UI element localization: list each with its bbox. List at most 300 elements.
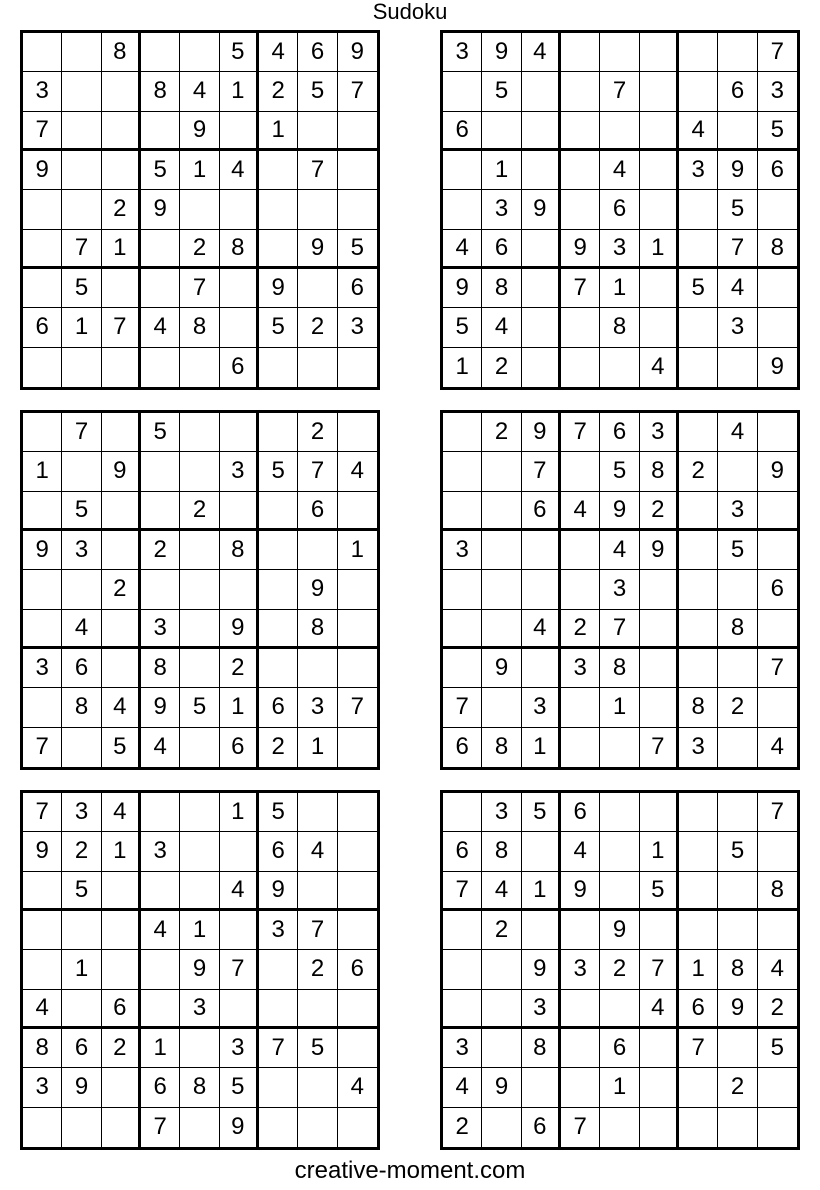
sudoku-cell: 3	[522, 990, 561, 1029]
sudoku-cell: 8	[180, 308, 219, 347]
sudoku-cell: 8	[640, 452, 679, 491]
sudoku-cell	[259, 492, 298, 531]
sudoku-cell: 6	[443, 112, 482, 151]
sudoku-cell: 9	[561, 230, 600, 269]
sudoku-cell	[561, 688, 600, 727]
sudoku-cell: 5	[141, 413, 180, 452]
sudoku-cell: 4	[770, 733, 784, 761]
sudoku-cell	[62, 1108, 101, 1147]
sudoku-cell: 2	[718, 688, 757, 727]
sudoku-cell	[679, 348, 718, 387]
sudoku-cell	[180, 872, 219, 911]
sudoku-cell	[62, 570, 101, 609]
sudoku-cell: 3	[718, 492, 757, 531]
sudoku-cell	[443, 950, 482, 989]
sudoku-cell	[718, 452, 757, 491]
sudoku-cell: 1	[62, 308, 101, 347]
sudoku-cell	[443, 990, 482, 1029]
sudoku-cell: 9	[718, 990, 757, 1029]
sudoku-cell	[259, 990, 298, 1029]
sudoku-cell	[600, 728, 639, 767]
sudoku-cell	[443, 190, 482, 229]
sudoku-cell	[758, 911, 797, 950]
sudoku-cell: 7	[561, 413, 600, 452]
sudoku-cell	[62, 72, 101, 111]
sudoku-cell	[522, 1068, 561, 1107]
sudoku-cell: 8	[679, 688, 718, 727]
sudoku-cell: 9	[522, 190, 561, 229]
sudoku-cell	[259, 413, 298, 452]
sudoku-cell	[23, 1108, 62, 1147]
sudoku-cell: 3	[679, 728, 718, 767]
sudoku-cell	[482, 688, 521, 727]
sudoku-cell: 3	[23, 72, 62, 111]
sudoku-cell: 2	[220, 649, 259, 688]
sudoku-cell: 1	[443, 348, 482, 387]
sudoku-cell: 2	[141, 531, 180, 570]
sudoku-cell: 7	[180, 269, 219, 308]
sudoku-cell: 9	[561, 872, 600, 911]
sudoku-cell: 4	[62, 610, 101, 649]
sudoku-cell: 6	[758, 151, 797, 190]
sudoku-cell: 8	[482, 728, 521, 767]
sudoku-cell	[679, 570, 718, 609]
sudoku-cell: 6	[23, 308, 62, 347]
sudoku-cell: 2	[102, 570, 141, 609]
sudoku-cell	[338, 1029, 377, 1068]
sudoku-cell: 8	[758, 230, 797, 269]
sudoku-cell	[220, 112, 259, 151]
sudoku-cell: 8	[600, 649, 639, 688]
sudoku-cell: 4	[180, 72, 219, 111]
sudoku-cell	[561, 308, 600, 347]
sudoku-cell	[298, 649, 337, 688]
sudoku-cell	[338, 570, 377, 609]
sudoku-cell: 7	[758, 649, 797, 688]
sudoku-cell	[23, 950, 62, 989]
sudoku-cell	[679, 1068, 718, 1107]
sudoku-cell: 6	[679, 990, 718, 1029]
sudoku-cell	[220, 269, 259, 308]
sudoku-cell	[600, 348, 639, 387]
sudoku-cell: 9	[758, 452, 797, 491]
sudoku-cell: 4	[718, 269, 757, 308]
sudoku-cell	[102, 531, 141, 570]
sudoku-cell: 9	[23, 832, 62, 871]
sudoku-cell	[600, 33, 639, 72]
sudoku-cell	[141, 950, 180, 989]
sudoku-cell	[679, 610, 718, 649]
sudoku-grid-4	[440, 410, 800, 770]
sudoku-cell: 1	[600, 688, 639, 727]
sudoku-cell: 4	[141, 911, 180, 950]
sudoku-cell: 4	[298, 832, 337, 871]
sudoku-cell	[62, 911, 101, 950]
sudoku-cell	[679, 832, 718, 871]
sudoku-cell	[640, 1029, 679, 1068]
sudoku-cell: 9	[62, 1068, 101, 1107]
sudoku-cell	[141, 990, 180, 1029]
sudoku-cell	[102, 151, 141, 190]
sudoku-cell: 5	[718, 190, 757, 229]
sudoku-cell: 7	[259, 1029, 298, 1068]
sudoku-cell	[758, 492, 797, 531]
sudoku-cell: 9	[259, 269, 298, 308]
sudoku-cell	[758, 610, 797, 649]
sudoku-cell: 5	[102, 728, 141, 767]
sudoku-cell	[23, 570, 62, 609]
sudoku-cell	[23, 688, 62, 727]
sudoku-cell	[718, 911, 757, 950]
sudoku-cell	[758, 531, 797, 570]
sudoku-cell	[180, 649, 219, 688]
sudoku-cell	[23, 492, 62, 531]
sudoku-cell: 9	[522, 950, 561, 989]
sudoku-cell	[338, 610, 377, 649]
sudoku-cell	[522, 269, 561, 308]
sudoku-cell	[443, 413, 482, 452]
sudoku-cell: 9	[600, 911, 639, 950]
sudoku-cell: 5	[600, 452, 639, 491]
sudoku-cell: 8	[102, 33, 141, 72]
sudoku-cell: 9	[522, 413, 561, 452]
sudoku-cell: 2	[482, 911, 521, 950]
sudoku-cell: 4	[679, 112, 718, 151]
sudoku-cell	[718, 793, 757, 832]
sudoku-cell	[679, 72, 718, 111]
sudoku-cell	[640, 112, 679, 151]
sudoku-cell: 6	[718, 72, 757, 111]
sudoku-cell	[718, 1029, 757, 1068]
sudoku-cell	[338, 348, 377, 387]
sudoku-cell: 2	[482, 348, 521, 387]
sudoku-cell: 7	[298, 151, 337, 190]
sudoku-cell	[482, 531, 521, 570]
sudoku-cell	[102, 112, 141, 151]
sudoku-cell	[561, 728, 600, 767]
sudoku-cell: 6	[338, 269, 377, 308]
sudoku-cell	[141, 570, 180, 609]
sudoku-cell	[718, 570, 757, 609]
sudoku-cell: 3	[298, 688, 337, 727]
sudoku-cell	[180, 1108, 219, 1147]
sudoku-cell	[180, 531, 219, 570]
sudoku-cell	[180, 793, 219, 832]
sudoku-cell	[561, 72, 600, 111]
sudoku-cell	[338, 832, 377, 871]
sudoku-cell	[522, 230, 561, 269]
sudoku-cell: 3	[180, 990, 219, 1029]
sudoku-cell	[259, 151, 298, 190]
sudoku-cell: 9	[220, 610, 259, 649]
sudoku-cell: 1	[141, 1029, 180, 1068]
sudoku-cell: 1	[259, 112, 298, 151]
sudoku-cell: 9	[640, 531, 679, 570]
sudoku-cell: 4	[718, 413, 757, 452]
sudoku-cell: 5	[259, 452, 298, 491]
sudoku-cell: 6	[482, 230, 521, 269]
sudoku-cell	[482, 452, 521, 491]
sudoku-cell: 1	[482, 151, 521, 190]
sudoku-cell	[758, 413, 797, 452]
sudoku-cell: 5	[141, 151, 180, 190]
sudoku-cell	[62, 112, 101, 151]
sudoku-cell: 7	[561, 269, 600, 308]
sudoku-cell	[561, 911, 600, 950]
sudoku-cell: 8	[23, 1029, 62, 1068]
sudoku-cell	[102, 649, 141, 688]
sudoku-cell	[180, 610, 219, 649]
sudoku-cell	[338, 872, 377, 911]
sudoku-cell	[62, 151, 101, 190]
sudoku-cell	[338, 190, 377, 229]
sudoku-cell	[443, 72, 482, 111]
sudoku-cell	[561, 33, 600, 72]
sudoku-cell: 5	[718, 832, 757, 871]
sudoku-cell	[443, 151, 482, 190]
sudoku-cell	[522, 151, 561, 190]
sudoku-cell	[62, 990, 101, 1029]
sudoku-cell: 6	[298, 492, 337, 531]
sudoku-cell: 6	[522, 1108, 561, 1147]
sudoku-cell	[220, 570, 259, 609]
sudoku-cell	[522, 348, 561, 387]
sudoku-cell: 2	[298, 413, 337, 452]
sudoku-cell	[298, 269, 337, 308]
sudoku-cell	[141, 230, 180, 269]
sudoku-cell	[298, 531, 337, 570]
sudoku-cell	[640, 1108, 679, 1147]
sudoku-cell: 3	[758, 72, 797, 111]
sudoku-cell: 8	[180, 1068, 219, 1107]
sudoku-cell	[561, 1029, 600, 1068]
sudoku-cell	[298, 990, 337, 1029]
sudoku-cell: 5	[298, 72, 337, 111]
sudoku-cell: 2	[298, 950, 337, 989]
sudoku-cell	[679, 793, 718, 832]
sudoku-cell	[640, 911, 679, 950]
sudoku-cell	[600, 872, 639, 911]
sudoku-cell: 6	[62, 1029, 101, 1068]
sudoku-grid-6	[440, 790, 800, 1150]
sudoku-cell	[600, 112, 639, 151]
sudoku-cell	[102, 610, 141, 649]
sudoku-cell	[522, 570, 561, 609]
sudoku-cell	[522, 832, 561, 871]
sudoku-cell	[141, 112, 180, 151]
sudoku-cell	[220, 832, 259, 871]
sudoku-cell: 1	[180, 151, 219, 190]
sudoku-cell: 1	[102, 832, 141, 871]
sudoku-cell: 7	[640, 728, 679, 767]
sudoku-cell	[23, 190, 62, 229]
sudoku-cell	[718, 649, 757, 688]
sudoku-cell: 6	[102, 990, 141, 1029]
sudoku-cell	[338, 112, 377, 151]
sudoku-cell	[220, 492, 259, 531]
sudoku-cell: 2	[180, 492, 219, 531]
sudoku-cell: 9	[23, 151, 62, 190]
sudoku-grid-3	[20, 410, 380, 770]
sudoku-cell	[443, 492, 482, 531]
sudoku-cell: 1	[600, 1068, 639, 1107]
sudoku-cell: 2	[102, 190, 141, 229]
sudoku-cell	[338, 793, 377, 832]
sudoku-cell: 5	[338, 230, 377, 269]
sudoku-cell: 2	[102, 1029, 141, 1068]
sudoku-cell: 4	[141, 728, 180, 767]
sudoku-cell: 8	[718, 610, 757, 649]
sudoku-cell: 5	[259, 308, 298, 347]
sudoku-cell	[718, 33, 757, 72]
sudoku-cell: 6	[298, 33, 337, 72]
sudoku-cell	[482, 990, 521, 1029]
sudoku-cell: 5	[62, 492, 101, 531]
sudoku-cell: 7	[62, 413, 101, 452]
sudoku-cell: 3	[482, 190, 521, 229]
sudoku-cell	[561, 531, 600, 570]
sudoku-cell	[522, 531, 561, 570]
sudoku-cell	[102, 950, 141, 989]
sudoku-cell: 9	[23, 531, 62, 570]
sudoku-cell: 4	[600, 151, 639, 190]
sudoku-cell: 7	[23, 112, 62, 151]
sudoku-cell: 9	[482, 33, 521, 72]
sudoku-cell: 5	[62, 872, 101, 911]
sudoku-cell: 9	[220, 1108, 259, 1147]
sudoku-cell: 7	[718, 230, 757, 269]
sudoku-cell	[220, 413, 259, 452]
sudoku-cell	[298, 1108, 337, 1147]
sudoku-cell: 2	[298, 308, 337, 347]
sudoku-cell	[679, 308, 718, 347]
sudoku-cell: 4	[23, 990, 62, 1029]
sudoku-cell: 7	[23, 728, 62, 767]
sudoku-cell: 6	[561, 793, 600, 832]
sudoku-grid-5	[20, 790, 380, 1150]
site-credit: creative-moment.com	[294, 1157, 526, 1184]
sudoku-cell: 7	[640, 950, 679, 989]
sudoku-cell	[561, 112, 600, 151]
sudoku-cell: 7	[298, 452, 337, 491]
sudoku-cell: 3	[23, 1068, 62, 1107]
sudoku-cell: 7	[220, 950, 259, 989]
sudoku-cell	[338, 649, 377, 688]
sudoku-cell	[561, 190, 600, 229]
sudoku-cell	[561, 570, 600, 609]
sudoku-cell	[600, 793, 639, 832]
sudoku-cell	[180, 832, 219, 871]
sudoku-cell	[338, 1108, 377, 1147]
sudoku-cell	[443, 649, 482, 688]
sudoku-cell	[338, 990, 377, 1029]
sudoku-cell	[443, 452, 482, 491]
sudoku-cell: 8	[141, 649, 180, 688]
sudoku-cell	[23, 413, 62, 452]
sudoku-cell: 3	[561, 950, 600, 989]
sudoku-cell: 9	[482, 1068, 521, 1107]
sudoku-cell: 3	[600, 570, 639, 609]
sudoku-cell: 6	[62, 649, 101, 688]
sudoku-cell	[640, 649, 679, 688]
sudoku-cell: 5	[679, 269, 718, 308]
sudoku-cell: 9	[770, 353, 784, 381]
sudoku-cell: 7	[443, 688, 482, 727]
sudoku-cell: 4	[259, 33, 298, 72]
sudoku-cell: 6	[259, 832, 298, 871]
sudoku-cell: 7	[338, 72, 377, 111]
sudoku-cell: 2	[600, 950, 639, 989]
sudoku-cell	[141, 348, 180, 387]
sudoku-cell: 7	[23, 793, 62, 832]
sudoku-cell	[640, 688, 679, 727]
sudoku-cell	[220, 990, 259, 1029]
sudoku-cell: 2	[443, 1108, 482, 1147]
sudoku-cell	[600, 1108, 639, 1147]
sudoku-cell: 5	[220, 1068, 259, 1107]
sudoku-cell	[180, 570, 219, 609]
sudoku-cell: 1	[600, 269, 639, 308]
sudoku-cell	[522, 308, 561, 347]
sudoku-cell: 6	[220, 728, 259, 767]
sudoku-cell	[141, 269, 180, 308]
sudoku-cell	[62, 728, 101, 767]
sudoku-cell: 3	[23, 649, 62, 688]
sudoku-cell	[522, 72, 561, 111]
sudoku-cell: 6	[758, 570, 797, 609]
sudoku-cell: 2	[259, 728, 298, 767]
sudoku-cell: 6	[443, 728, 482, 767]
sudoku-cell	[102, 911, 141, 950]
sudoku-cell	[102, 72, 141, 111]
sudoku-cell: 2	[640, 492, 679, 531]
sudoku-cell	[679, 492, 718, 531]
sudoku-cell	[443, 793, 482, 832]
sudoku-cell	[718, 348, 757, 387]
sudoku-cell	[220, 911, 259, 950]
sudoku-cell: 5	[718, 531, 757, 570]
sudoku-cell	[62, 348, 101, 387]
sudoku-cell	[338, 728, 377, 767]
sudoku-cell	[180, 413, 219, 452]
sudoku-cell: 1	[522, 728, 561, 767]
sudoku-cell	[62, 452, 101, 491]
sudoku-cell: 1	[220, 793, 259, 832]
sudoku-cell: 7	[102, 308, 141, 347]
sudoku-cell: 6	[220, 348, 259, 387]
sudoku-cell	[23, 230, 62, 269]
sudoku-cell: 5	[259, 793, 298, 832]
sudoku-cell: 1	[298, 728, 337, 767]
sudoku-cell: 1	[679, 950, 718, 989]
sudoku-cell: 1	[102, 230, 141, 269]
sudoku-cell: 4	[482, 308, 521, 347]
sudoku-cell: 4	[443, 230, 482, 269]
sudoku-cell: 7	[758, 33, 797, 72]
sudoku-cell	[141, 492, 180, 531]
sudoku-cell: 4	[141, 308, 180, 347]
sudoku-cell: 3	[443, 531, 482, 570]
sudoku-cell	[23, 348, 62, 387]
sudoku-cell	[758, 190, 797, 229]
sudoku-cell: 8	[718, 950, 757, 989]
sudoku-cell	[718, 112, 757, 151]
sudoku-cell: 6	[600, 1029, 639, 1068]
sudoku-cell: 5	[298, 1029, 337, 1068]
sudoku-cell: 9	[102, 452, 141, 491]
sudoku-cell: 5	[482, 72, 521, 111]
sudoku-cell: 1	[23, 452, 62, 491]
